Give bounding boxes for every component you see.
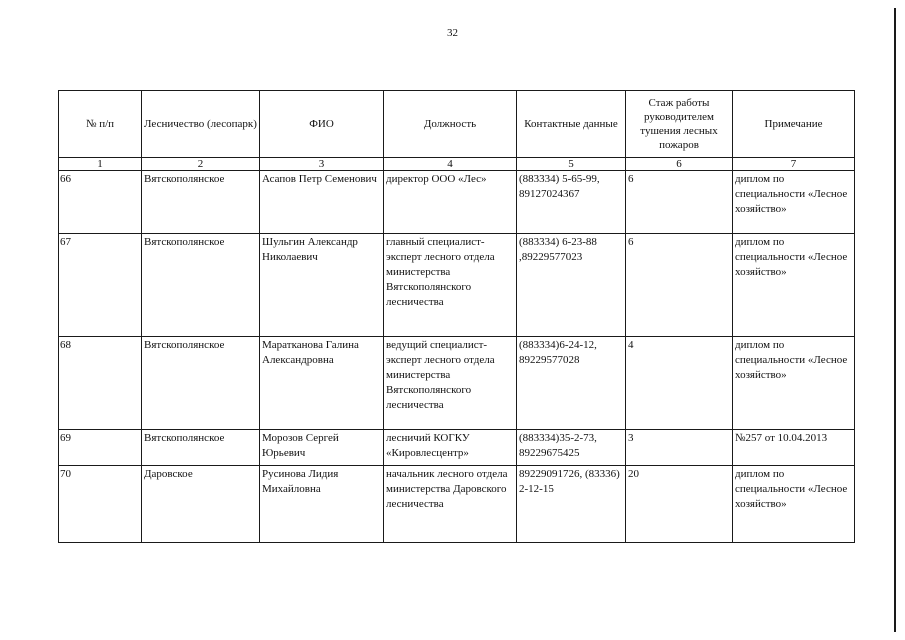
row-note: №257 от 10.04.2013 — [733, 430, 855, 466]
row-num: 68 — [59, 337, 142, 430]
row-forestry: Даровское — [142, 466, 260, 543]
page-number: 32 — [447, 27, 458, 39]
table-row — [59, 337, 855, 430]
scan-edge-line — [894, 8, 896, 632]
header-contacts: Контактные данные — [517, 91, 626, 158]
row-contacts: 89229091726, (83336) 2-12-15 — [517, 466, 626, 543]
row-experience: 4 — [626, 337, 733, 430]
row-forestry: Вятскополянское — [142, 337, 260, 430]
row-position: начальник лесного отдела министерства Даровского лесничества — [384, 466, 517, 543]
row-position: главный специалист-эксперт лесного отдела министерства Вятскополянского лесничества — [384, 234, 517, 337]
header-num: № п/п — [59, 91, 142, 158]
row-forestry: Вятскополянское — [142, 234, 260, 337]
row-forestry: Вятскополянское — [142, 171, 260, 234]
row-note: диплом по специальности «Лесное хозяйство» — [733, 466, 855, 543]
row-name: Шульгин Александр Николаевич — [260, 234, 384, 337]
column-number: 7 — [733, 158, 855, 171]
row-num: 69 — [59, 430, 142, 466]
column-number: 3 — [260, 158, 384, 171]
row-note: диплом по специальности «Лесное хозяйство» — [733, 234, 855, 337]
row-contacts: (883334)35-2-73, 89229675425 — [517, 430, 626, 466]
table-row — [59, 234, 855, 337]
row-contacts: (883334)6-24-12, 89229577028 — [517, 337, 626, 430]
column-number: 5 — [517, 158, 626, 171]
row-contacts: (883334) 5-65-99, 89127024367 — [517, 171, 626, 234]
row-position: лесничий КОГКУ «Кировлесцентр» — [384, 430, 517, 466]
table-header-row — [59, 91, 855, 158]
row-num: 70 — [59, 466, 142, 543]
row-position: директор ООО «Лес» — [384, 171, 517, 234]
header-position: Должность — [384, 91, 517, 158]
column-number: 1 — [59, 158, 142, 171]
header-name: ФИО — [260, 91, 384, 158]
header-note: Примечание — [733, 91, 855, 158]
table-row — [59, 171, 855, 234]
row-experience: 6 — [626, 171, 733, 234]
row-note: диплом по специальности «Лесное хозяйство» — [733, 337, 855, 430]
row-experience: 20 — [626, 466, 733, 543]
row-name: Маратканова Галина Александровна — [260, 337, 384, 430]
column-number: 2 — [142, 158, 260, 171]
row-experience: 3 — [626, 430, 733, 466]
row-position: ведущий специалист-эксперт лесного отдела министерства Вятскополянского лесничества — [384, 337, 517, 430]
row-num: 67 — [59, 234, 142, 337]
row-name: Морозов Сергей Юрьевич — [260, 430, 384, 466]
header-experience: Стаж работы руководителем тушения лесных пожаров — [626, 91, 733, 158]
column-number: 4 — [384, 158, 517, 171]
row-note: диплом по специальности «Лесное хозяйство» — [733, 171, 855, 234]
row-name: Асапов Петр Семенович — [260, 171, 384, 234]
row-num: 66 — [59, 171, 142, 234]
table-row — [59, 430, 855, 466]
column-number: 6 — [626, 158, 733, 171]
row-contacts: (883334) 6-23-88 ,89229577023 — [517, 234, 626, 337]
header-forestry: Лесничество (лесопарк) — [142, 91, 260, 158]
table-row — [59, 466, 855, 543]
forestry-staff-table — [58, 90, 855, 543]
row-forestry: Вятскополянское — [142, 430, 260, 466]
row-name: Русинова Лидия Михайловна — [260, 466, 384, 543]
row-experience: 6 — [626, 234, 733, 337]
column-number-row — [59, 158, 855, 171]
